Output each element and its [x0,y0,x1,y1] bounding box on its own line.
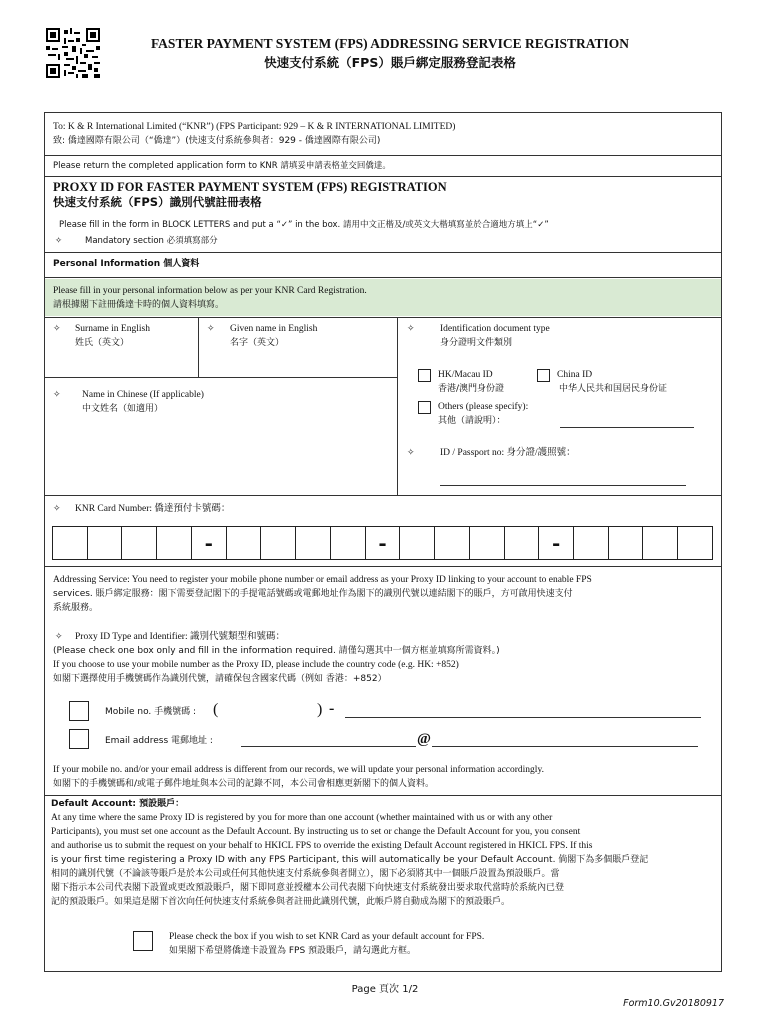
given-icon: ✧ [207,324,215,334]
email-user-line[interactable] [241,746,416,747]
mobile-checkbox[interactable] [69,701,89,721]
addressing-p1: Addressing Service: You need to register your mobile phone number or email address as your Proxy ID linking to your account to enable FPS [53,575,592,585]
others-label-zh: 其他（請說明）： [438,416,506,426]
default-heading: Default Account: 預設賬戶： [51,799,185,809]
id-type-label-zh: 身分證明文件類別 [440,338,513,348]
to-en: To: K & R International Limited (“KNR”) (FPS Participant: 929 – K & R INTERNATIONAL LIMITED) [53,122,456,132]
return-note: Please return the completed application form to KNR 請填妥申請表格並交回僑達。 [53,161,391,171]
default-account-checkbox[interactable] [133,931,153,951]
passport-icon: ✧ [407,448,415,458]
surname-label: Surname in English [75,324,150,334]
card-dash: - [192,527,227,559]
hk-id-checkbox[interactable] [418,369,431,382]
given-label-zh: 名字（英文） [230,338,285,348]
chinese-name-icon: ✧ [53,390,61,400]
form-id: Form10.Gv20180917 [623,998,724,1009]
section-title-en: PROXY ID FOR FASTER PAYMENT SYSTEM (FPS) REGISTRATION [53,180,447,194]
passport-input-line[interactable] [440,485,686,486]
hk-id-label-zh: 香港/澳門身份證 [438,384,505,394]
default-line: Participants), you must set one account as the Default Account. By instructing us to set or change the Default Account for you, you consent [51,827,581,837]
mobile-input-line[interactable] [345,717,701,718]
default-check-en: Please check the box if you wish to set KNR Card as your default account for FPS. [169,932,485,942]
default-line: At any time where the same Proxy ID is registered by you for more than one account (whether maintained with us or with any other [51,813,553,823]
card-icon: ✧ [53,504,61,514]
card-dash: - [366,527,401,559]
chinese-name-label: Name in Chinese (If applicable) [82,390,204,400]
email-checkbox[interactable] [69,729,89,749]
others-label: Others (please specify): [438,402,529,412]
qr-code [46,28,100,78]
others-input-line[interactable] [560,427,694,428]
passport-label: ID / Passport no: 身分證/護照號： [440,448,576,458]
default-line: 記的預設賬戶。如果這是閣下首次向任何快速支付系統參與者註冊此識別代號，此帳戶將自動成為閣下的預設賬戶。 [51,897,511,907]
mobile-dash: - [329,700,335,717]
form-title-zh: 快速支付系統（FPS）賬戶綁定服務登記表格 [264,55,516,70]
mandatory-note: Mandatory section 必須填寫部分 [85,236,218,246]
mobile-note-en: If you choose to use your mobile number as the Proxy ID, please include the country code (e.g. HK: +852) [53,660,459,670]
default-line: 相同的識別代號（不論該等賬戶是於本公司或任何其他快速支付系統參與者開立），閣下必須將其中一個賬戶設置為預設賬戶。當 [51,869,560,879]
others-checkbox[interactable] [418,401,431,414]
email-at: @ [417,731,431,747]
default-line: is your first time registering a Proxy ID with any FPS Participant, this will automatically be your Default Account. 倘閣下為多個賬戶登記 [51,855,649,865]
update-note-en: If your mobile no. and/or your email address is different from our records, we will update your personal information accordingly. [53,765,544,775]
mobile-paren-open: ( [213,701,219,718]
china-id-checkbox[interactable] [537,369,550,382]
id-type-label: Identification document type [440,324,550,334]
given-label: Given name in English [230,324,318,334]
form-title-en: FASTER PAYMENT SYSTEM (FPS) ADDRESSING SERVICE REGISTRATION [150,36,630,51]
form-frame [44,112,722,972]
to-zh: 致: 僑達國際有限公司（“僑達”）(快速支付系統參與者：929 - 僑達國際有限公司) [53,136,381,146]
mobile-paren-close: ) [317,701,323,718]
default-line: and authorise us to submit the request on your behalf to HKICL FPS to override the existing Default Account registered in HKICL FPS. If this [51,841,593,851]
proxy-note: (Please check one box only and fill in the information required. 請僅勾選其中一個方框並填寫所需資料。) [53,646,500,656]
default-check-zh: 如果閣下希望將僑達卡設置為 FPS 預設賬戶，請勾選此方框。 [169,946,417,956]
email-domain-line[interactable] [432,746,698,747]
card-label: KNR Card Number: 僑達預付卡號碼： [75,504,231,514]
mandatory-icon: ✧ [55,236,63,246]
surname-icon: ✧ [53,324,61,334]
update-note-zh: 如閣下的手機號碼和/或電子郵件地址與本公司的記錄不同，本公司會相應更新閣下的個人資料。 [53,779,435,789]
chinese-name-label-zh: 中文姓名（如適用） [82,404,164,414]
proxy-icon: ✧ [55,632,63,642]
form-instruction: Please fill in the form in BLOCK LETTERS and put a “✓” in the box. 請用中文正楷及/或英文大楷填寫並於合適地方填上“✓” [59,220,549,230]
mobile-note-zh: 如閣下選擇使用手機號碼作為識別代號，請確保包含國家代碼（例如 香港：+852） [53,674,387,684]
default-line: 閣下指示本公司代表閣下設置或更改預設賬戶，閣下即同意並授權本公司代表閣下向快速支付系統發出要求取代當時於系統內已登 [51,883,565,893]
surname-label-zh: 姓氏（英文） [75,338,130,348]
personal-note-en: Please fill in your personal information below as per your KNR Card Registration. [53,286,367,296]
china-id-label-zh: 中华人民共和国居民身份证 [559,384,668,394]
addressing-p3: 系統服務。 [53,603,99,613]
section-title-zh: 快速支付系統（FPS）識別代號註冊表格 [53,195,262,209]
personal-heading: Personal Information 個人資料 [53,259,200,269]
proxy-label: Proxy ID Type and Identifier: 識別代號類型和號碼： [75,632,285,642]
email-label: Email address 電郵地址 : [105,736,213,746]
china-id-label: China ID [557,370,593,380]
card-number-boxes[interactable] [52,526,713,560]
addressing-p2: services. 賬戶綁定服務：閣下需要登記閣下的手提電話號碼或電郵地址作為閣下的識別代號以連結閣下的賬戶，方可啟用快速支付 [53,589,573,599]
personal-note-zh: 請根據閣下註冊僑達卡時的個人資料填寫。 [53,300,225,310]
id-type-icon: ✧ [407,324,415,334]
mobile-label: Mobile no. 手機號碼 : [105,707,197,717]
hk-id-label: HK/Macau ID [438,370,493,380]
card-dash: - [539,527,574,559]
page-number: Page 頁次 1/2 [351,984,419,995]
